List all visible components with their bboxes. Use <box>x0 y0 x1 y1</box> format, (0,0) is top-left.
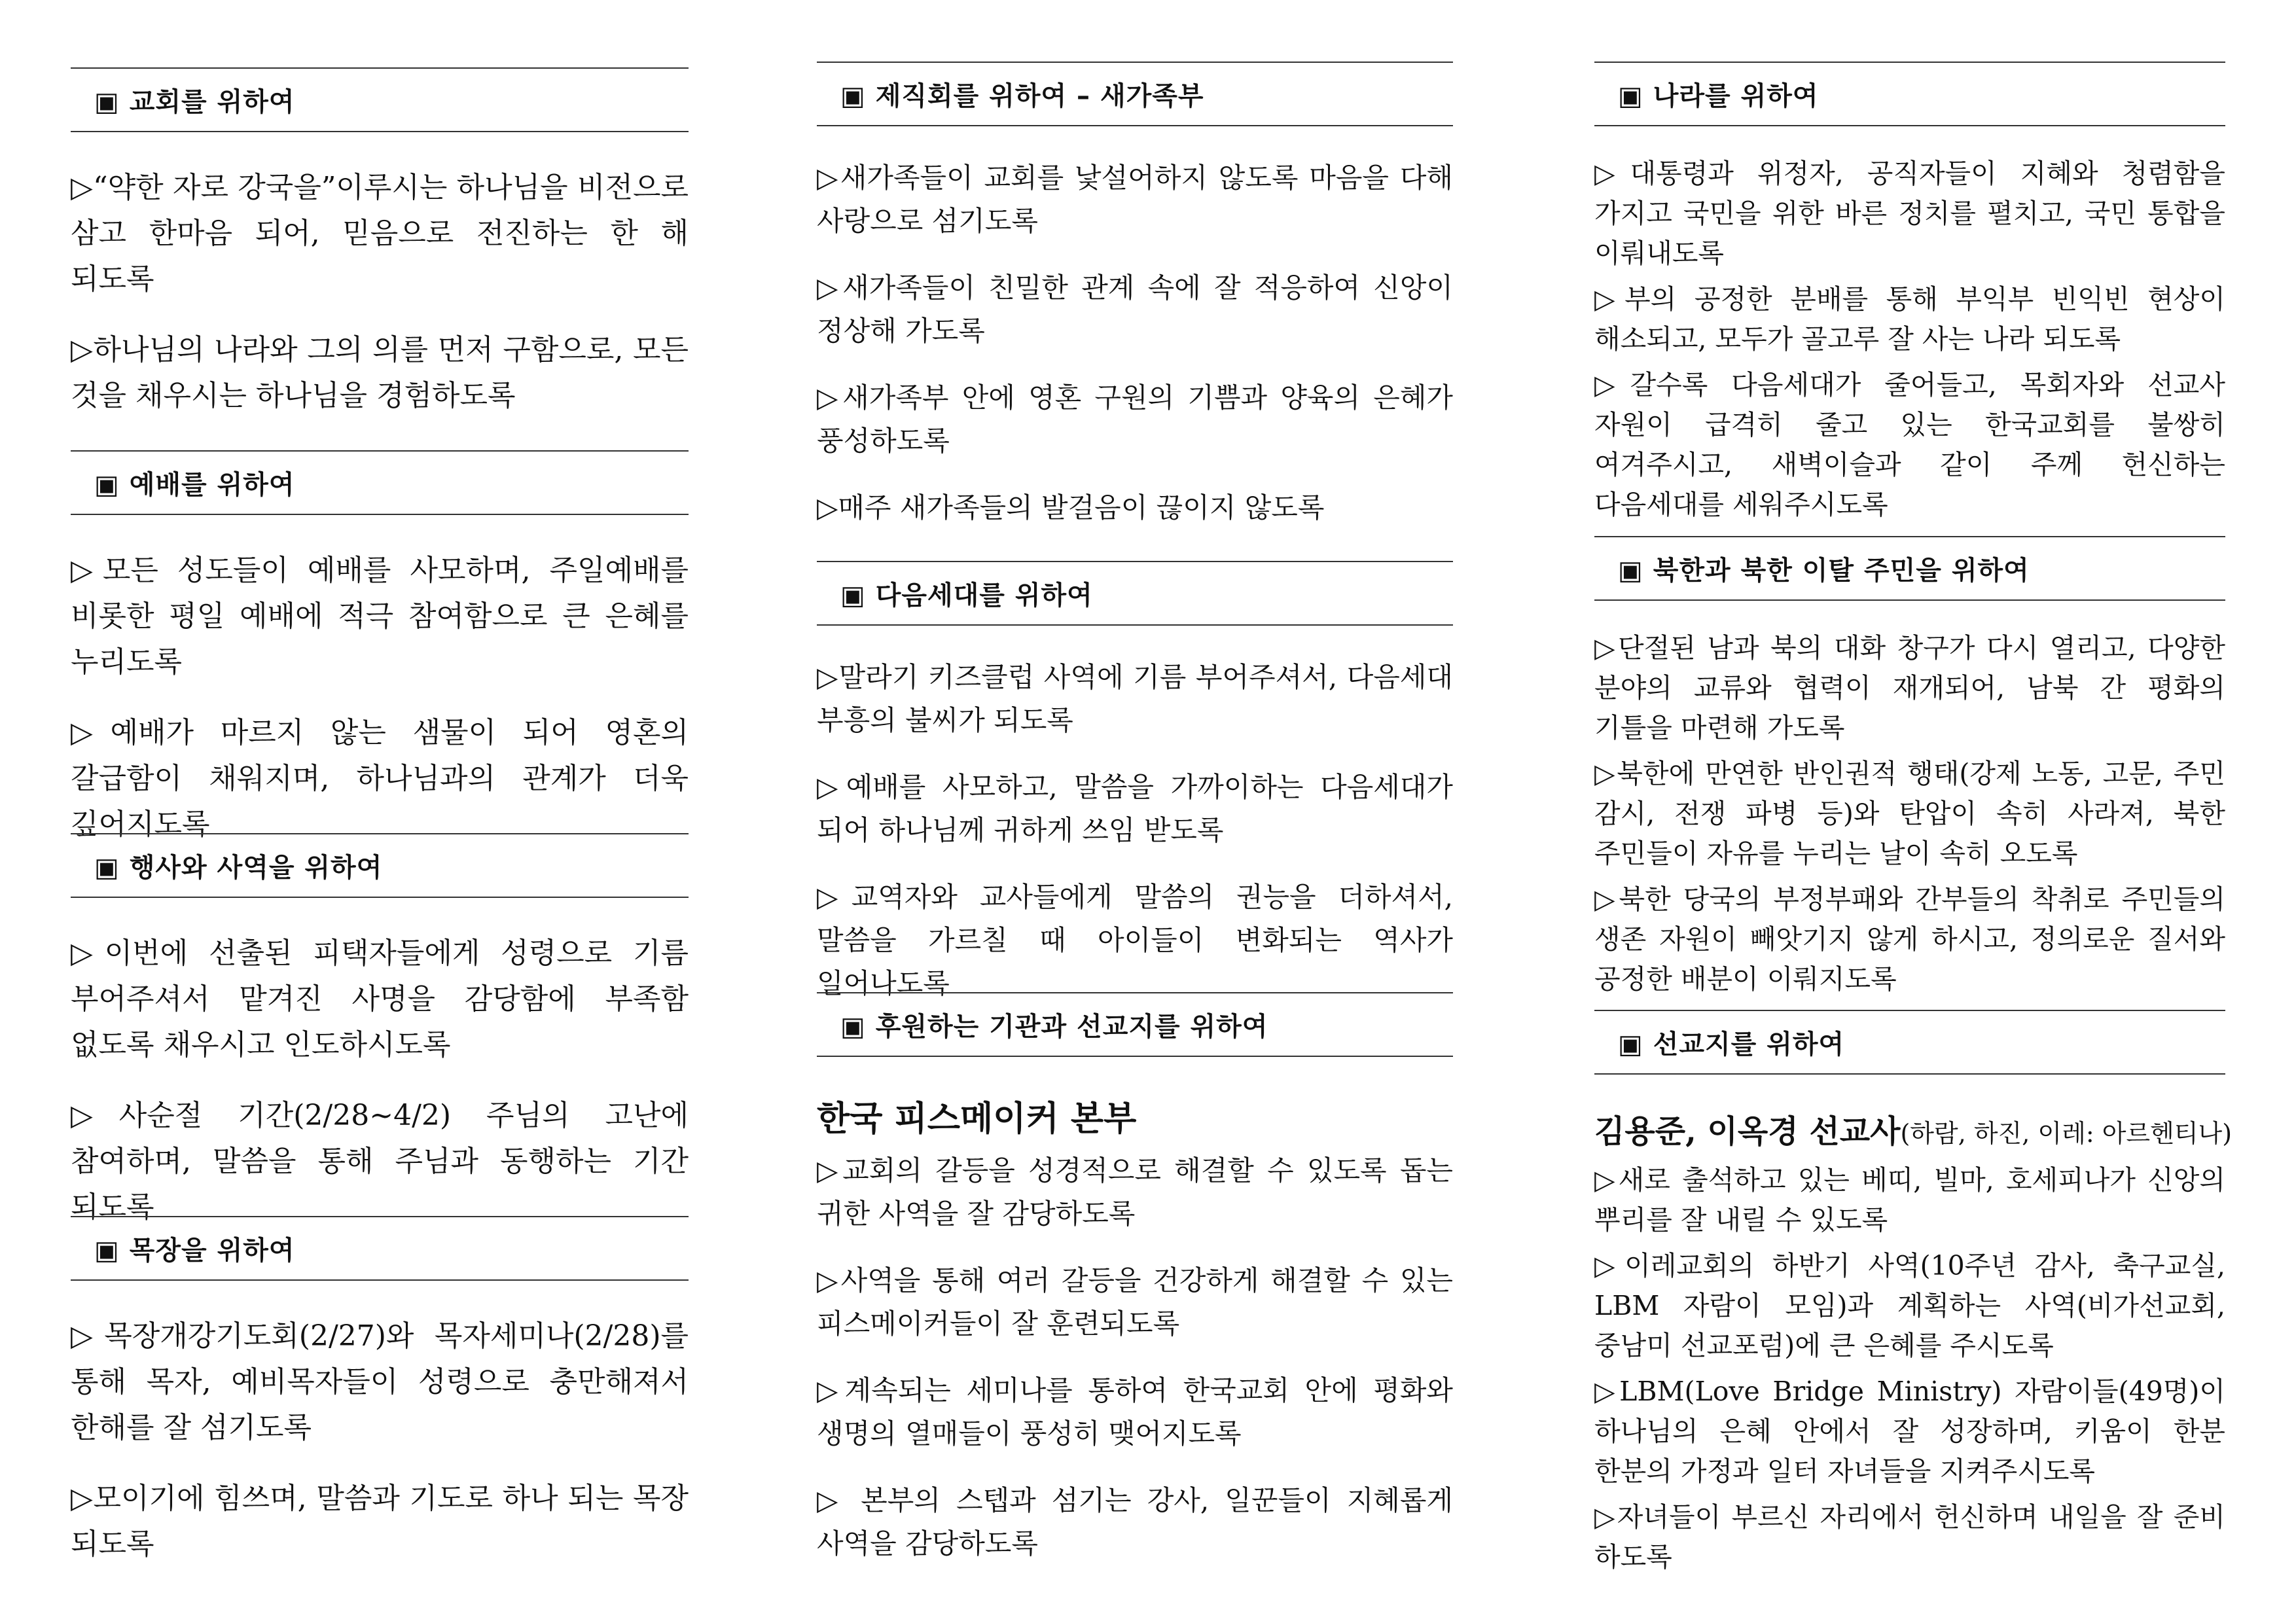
prayer-list <box>71 132 689 419</box>
prayer-item: ▷ 본부의 스텝과 섬기는 강사, 일꾼들이 지혜롭게 사역을 감당하도록 <box>817 1484 1453 1560</box>
prayer-section <box>1594 62 2225 531</box>
prayer-item: ▷말라기 키즈클럽 사역에 기름 부어주셔서, 다음세대 부흥의 불씨가 되도록 <box>817 661 1453 736</box>
prayer-item: ▷모든 성도들이 예배를 사모하며, 주일예배를 비롯한 평일 예배에 적극 참여함으로 큰 은혜를 누리도록 <box>71 554 689 679</box>
section-heading: ▣ 제직회를 위하여 – 새가족부 <box>817 62 1453 126</box>
prayer-item: ▷매주 새가족들의 발걸음이 끊이지 않도록 <box>817 491 1325 524</box>
prayer-item: ▷단절된 남과 북의 대화 창구가 다시 열리고, 다양한 분야의 교류와 협력이 재개되어, 남북 간 평화의 기틀을 마련해 가도록 <box>1594 632 2225 743</box>
prayer-list <box>817 126 1453 529</box>
missionary-name: 김용준, 이옥경 선교사 <box>1594 1113 1901 1150</box>
prayer-item: ▷새가족들이 친밀한 관계 속에 잘 적응하여 신앙이 정상해 가도록 <box>817 272 1453 347</box>
prayer-list <box>71 898 689 1230</box>
prayer-item: ▷대통령과 위정자, 공직자들이 지혜와 청렴함을 가지고 국민을 위한 바른 정치를 펼치고, 국민 통합을 이뤄내도록 <box>1594 158 2225 269</box>
prayer-item: ▷LBM(Love Bridge Ministry) 자람이들(49명)이 하나님의 은혜 안에서 잘 성장하며, 키움이 한분 한분의 가정과 일터 자녀들을 지켜주시도록 <box>1594 1376 2225 1487</box>
prayer-item: ▷하나님의 나라와 그의 의를 먼저 구함으로, 모든 것을 채우시는 하나님을 경험하도록 <box>71 333 689 412</box>
prayer-section <box>817 62 1453 553</box>
prayer-item: ▷갈수록 다음세대가 줄어들고, 목회자와 선교사 자원이 급격히 줄고 있는 한국교회를 불쌍히 여겨주시고, 새벽이슬과 같이 주께 헌신하는 다음세대를 세워주시도록 <box>1594 369 2225 520</box>
prayer-item: ▷이번에 선출된 피택자들에게 성령으로 기름 부어주셔서 맡겨진 사명을 감당함에 부족함 없도록 채우시고 인도하시도록 <box>71 936 689 1061</box>
missionary-title <box>1594 1075 2233 1151</box>
prayer-item: ▷사순절 기간(2/28~4/2) 주님의 고난에 참여하며, 말씀을 통해 주님과 동행하는 기간 되도록 <box>71 1099 689 1224</box>
prayer-item: ▷“약한 자로 강국을”이루시는 하나님을 비전으로 삼고 한마음 되어, 믿음으로 전진하는 한 해 되도록 <box>71 171 689 296</box>
prayer-list <box>817 1140 1453 1565</box>
prayer-list <box>1594 601 2225 999</box>
prayer-item: ▷교역자와 교사들에게 말씀의 권능을 더하셔서, 말씀을 가르칠 때 아이들이 변화되는 역사가 일어나도록 <box>817 881 1453 999</box>
prayer-list <box>817 626 1453 1005</box>
prayer-item: ▷자녀들이 부르신 자리에서 헌신하며 내일을 잘 준비 하도록 <box>1594 1501 2225 1573</box>
prayer-item: ▷북한 당국의 부정부패와 간부들의 착취로 주민들의 생존 자원이 빼앗기지 않게 하시고, 정의로운 질서와 공정한 배분이 이뤄지도록 <box>1594 883 2225 995</box>
prayer-item: ▷예배가 마르지 않는 샘물이 되어 영혼의 갈급함이 채워지며, 하나님과의 관계가 더욱 깊어지도록 <box>71 716 689 841</box>
prayer-item: ▷북한에 만연한 반인권적 행태(강제 노동, 고문, 주민 감시, 전쟁 파병 등)와 탄압이 속히 사라져, 북한 주민들이 자유를 누리는 날이 속히 오도록 <box>1594 758 2225 869</box>
section-heading: ▣ 후원하는 기관과 선교지를 위하여 <box>817 992 1453 1057</box>
prayer-section <box>1594 536 2225 1005</box>
prayer-section <box>71 1216 689 1592</box>
prayer-section <box>71 833 689 1255</box>
prayer-section <box>71 450 689 872</box>
prayer-item: ▷부의 공정한 분배를 통해 부익부 빈익빈 현상이 해소되고, 모두가 골고루 잘 사는 나라 되도록 <box>1594 283 2225 355</box>
prayer-item: ▷예배를 사모하고, 말씀을 가까이하는 다음세대가 되어 하나님께 귀하게 쓰임 받도록 <box>817 771 1453 846</box>
prayer-item: ▷새로 출석하고 있는 베띠, 빌마, 호세피나가 신앙의 뿌리를 잘 내릴 수 있도록 <box>1594 1164 2225 1236</box>
prayer-item: ▷사역을 통해 여러 갈등을 건강하게 해결할 수 있는 피스메이커들이 잘 훈련되도록 <box>817 1264 1453 1340</box>
section-heading: ▣ 북한과 북한 이탈 주민을 위하여 <box>1594 536 2225 601</box>
prayer-item: ▷목장개강기도회(2/27)와 목자세미나(2/28)를 통해 목자, 예비목자들이 성령으로 충만해져서 한해를 잘 섬기도록 <box>71 1319 689 1444</box>
prayer-item: ▷새가족부 안에 영혼 구원의 기쁨과 양육의 은혜가 풍성하도록 <box>817 382 1453 457</box>
section-heading: ▣ 교회를 위하여 <box>71 67 689 132</box>
section-heading: ▣ 다음세대를 위하여 <box>817 561 1453 626</box>
prayer-section <box>817 561 1453 1029</box>
prayer-list <box>71 515 689 847</box>
section-heading: ▣ 나라를 위하여 <box>1594 62 2225 126</box>
prayer-item: ▷교회의 갈등을 성경적으로 해결할 수 있도록 돕는 귀한 사역을 잘 감당하도록 <box>817 1154 1453 1230</box>
prayer-section <box>817 992 1453 1589</box>
missionary-note: (하람, 하진, 이레: 아르헨티나) <box>1900 1119 2233 1148</box>
section-heading: ▣ 행사와 사역을 위하여 <box>71 833 689 898</box>
section-heading: ▣ 선교지를 위하여 <box>1594 1010 2225 1075</box>
prayer-list <box>71 1281 689 1567</box>
prayer-item: ▷계속되는 세미나를 통하여 한국교회 안에 평화와 생명의 열매들이 풍성히 맺어지도록 <box>817 1374 1453 1450</box>
prayer-section <box>1594 1010 2233 1583</box>
section-heading: ▣ 예배를 위하여 <box>71 450 689 515</box>
prayer-list <box>1594 1151 2225 1577</box>
prayer-item: ▷모이기에 힘쓰며, 말씀과 기도로 하나 되는 목장 되도록 <box>71 1482 689 1561</box>
prayer-item: ▷이레교회의 하반기 사역(10주년 감사, 축구교실, LBM 자람이 모임)과 계획하는 사역(비가선교회, 중남미 선교포럼)에 큰 은혜를 주시도록 <box>1594 1250 2225 1361</box>
organization-title: 한국 피스메이커 본부 <box>817 1099 1137 1139</box>
prayer-list <box>1594 126 2225 525</box>
prayer-section <box>71 67 689 444</box>
prayer-item: ▷새가족들이 교회를 낯설어하지 않도록 마음을 다해 사랑으로 섬기도록 <box>817 162 1453 237</box>
section-heading: ▣ 목장을 위하여 <box>71 1216 689 1281</box>
